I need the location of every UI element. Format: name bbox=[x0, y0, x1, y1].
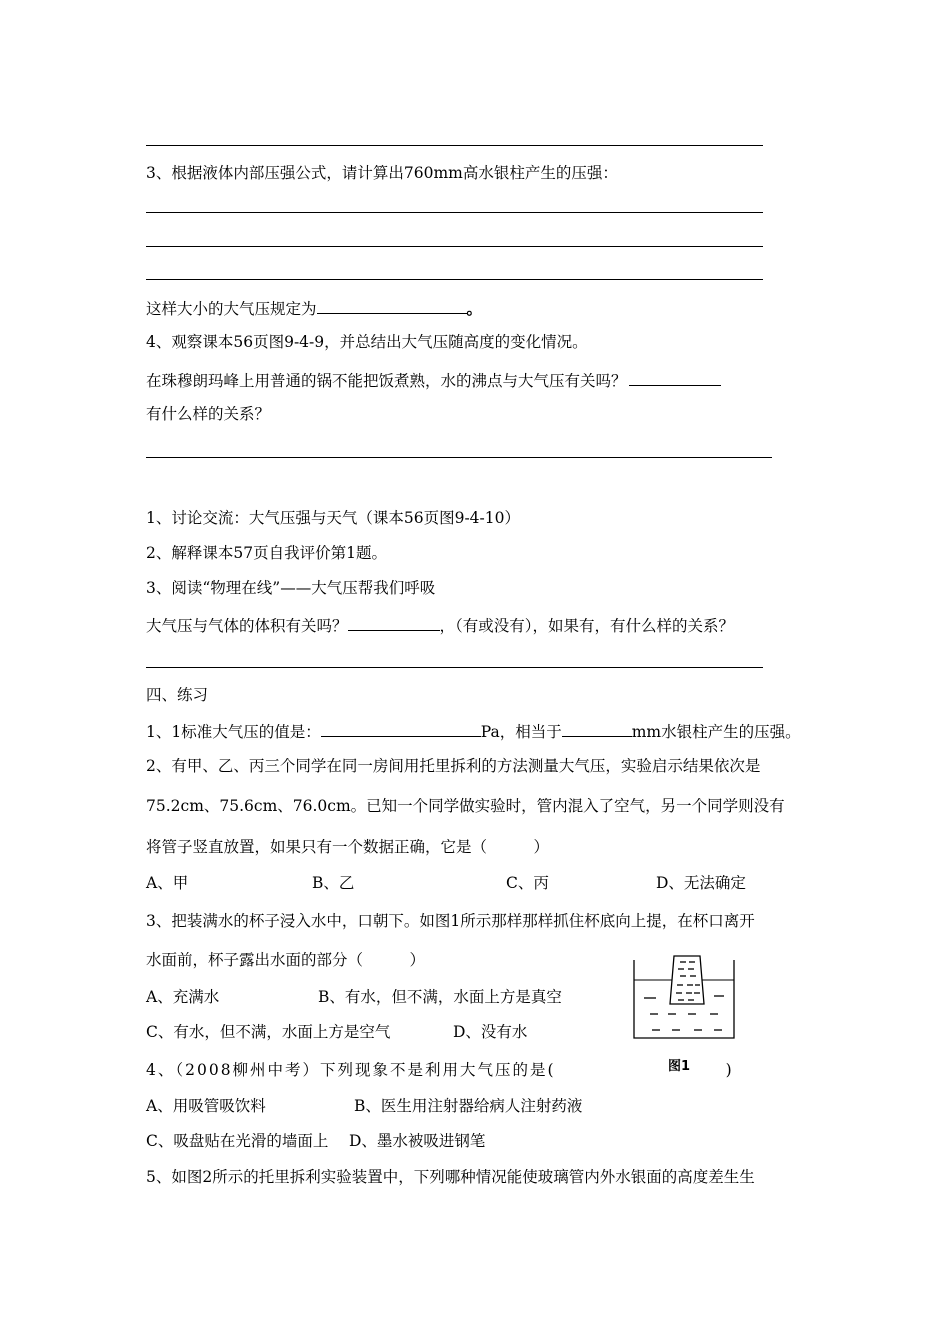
fill-blank[interactable] bbox=[629, 369, 721, 386]
practice-q3-opts-cd bbox=[146, 1022, 527, 1042]
practice-q4-opts-ab bbox=[146, 1096, 582, 1116]
defined-line bbox=[146, 297, 482, 319]
discussion-item-4-a: 大气压与气体的体积有关吗？ bbox=[146, 617, 348, 635]
practice-q1 bbox=[146, 720, 801, 742]
discussion-item-1: 1、讨论交流：大气压强与天气（课本56页图9-4-10） bbox=[146, 509, 521, 527]
q4-b: ) bbox=[725, 1061, 732, 1079]
practice-q2-options bbox=[146, 873, 746, 893]
discussion-item-2: 2、解释课本57页自我评价第1题。 bbox=[146, 544, 387, 562]
option-d: D、没有水 bbox=[453, 1023, 528, 1041]
practice-q2-line3: 将管子竖直放置，如果只有一个数据正确，它是（ ） bbox=[146, 838, 550, 856]
practice-heading: 四、练习 bbox=[146, 686, 209, 704]
practice-q2-line2: 75.2cm、75.6cm、76.0cm。已知一个同学做实验时，管内混入了空气，另一个同学则没有 bbox=[146, 797, 785, 815]
discussion-item-4 bbox=[146, 614, 734, 636]
answer-line[interactable] bbox=[146, 145, 763, 146]
option-a: A、用吸管吸饮料 bbox=[146, 1097, 266, 1115]
q4-line2 bbox=[146, 369, 721, 391]
figure-1-caption: 图1 bbox=[668, 1059, 691, 1074]
q4-text: 4、观察课本56页图9-4-9，并总结出大气压随高度的变化情况。 bbox=[146, 333, 588, 351]
answer-line[interactable] bbox=[146, 212, 763, 213]
answer-line[interactable] bbox=[146, 246, 763, 247]
option-d: D、无法确定 bbox=[656, 874, 746, 892]
discussion-item-4-b: ，（有或没有），如果有，有什么样的关系？ bbox=[439, 617, 735, 635]
q4-line2-text: 在珠穆朗玛峰上用普通的锅不能把饭煮熟，水的沸点与大气压有关吗？ bbox=[146, 372, 627, 390]
option-a: A、甲 bbox=[146, 874, 189, 892]
practice-q3-line2: 水面前，杯子露出水面的部分（ ） bbox=[146, 951, 426, 969]
answer-line[interactable] bbox=[146, 667, 763, 668]
defined-suffix: 。 bbox=[466, 299, 483, 318]
q4-line3: 有什么样的关系？ bbox=[146, 405, 271, 423]
q1-a: 1、1标准大气压的值是： bbox=[146, 723, 321, 741]
practice-q3-opts-ab bbox=[146, 987, 562, 1007]
answer-line[interactable] bbox=[146, 279, 763, 280]
practice-q2-line1: 2、有甲、乙、丙三个同学在同一房间用托里拆利的方法测量大气压，实验启示结果依次是 bbox=[146, 757, 761, 775]
discussion-item-3: 3、阅读“物理在线”——大气压帮我们呼吸 bbox=[146, 579, 436, 597]
q3-text: 3、根据液体内部压强公式，请计算出760mm高水银柱产生的压强： bbox=[146, 164, 618, 182]
defined-prefix: 这样大小的大气压规定为 bbox=[146, 300, 317, 318]
fill-blank[interactable] bbox=[321, 720, 481, 737]
fill-blank[interactable] bbox=[562, 720, 632, 737]
q1-c: mm水银柱产生的压强。 bbox=[631, 723, 801, 741]
option-c: C、吸盘贴在光滑的墙面上 bbox=[146, 1132, 329, 1150]
fill-blank[interactable] bbox=[348, 614, 440, 631]
answer-line[interactable] bbox=[146, 457, 772, 458]
practice-q5-line1: 5、如图2所示的托里拆利实验装置中，下列哪种情况能使玻璃管内外水银面的高度差生生 bbox=[146, 1168, 755, 1186]
practice-q4 bbox=[146, 1060, 732, 1080]
option-d: D、墨水被吸进钢笔 bbox=[349, 1132, 486, 1150]
option-a: A、充满水 bbox=[146, 988, 220, 1006]
option-c: C、有水，但不满，水面上方是空气 bbox=[146, 1023, 391, 1041]
practice-q4-opts-cd bbox=[146, 1131, 485, 1151]
fill-blank[interactable] bbox=[317, 297, 467, 314]
q1-b: Pa，相当于 bbox=[480, 723, 562, 741]
option-b: B、乙 bbox=[312, 874, 355, 892]
option-b: B、有水，但不满，水面上方是真空 bbox=[318, 988, 562, 1006]
figure-1-diagram bbox=[630, 952, 740, 1042]
option-b: B、医生用注射器给病人注射药液 bbox=[354, 1097, 583, 1115]
option-c: C、丙 bbox=[506, 874, 549, 892]
q4-a: 4、（2008柳州中考）下列现象不是利用大气压的是( bbox=[146, 1061, 556, 1079]
practice-q3-line1: 3、把装满水的杯子浸入水中，口朝下。如图1所示那样那样抓住杯底向上提，在杯口离开 bbox=[146, 912, 755, 930]
